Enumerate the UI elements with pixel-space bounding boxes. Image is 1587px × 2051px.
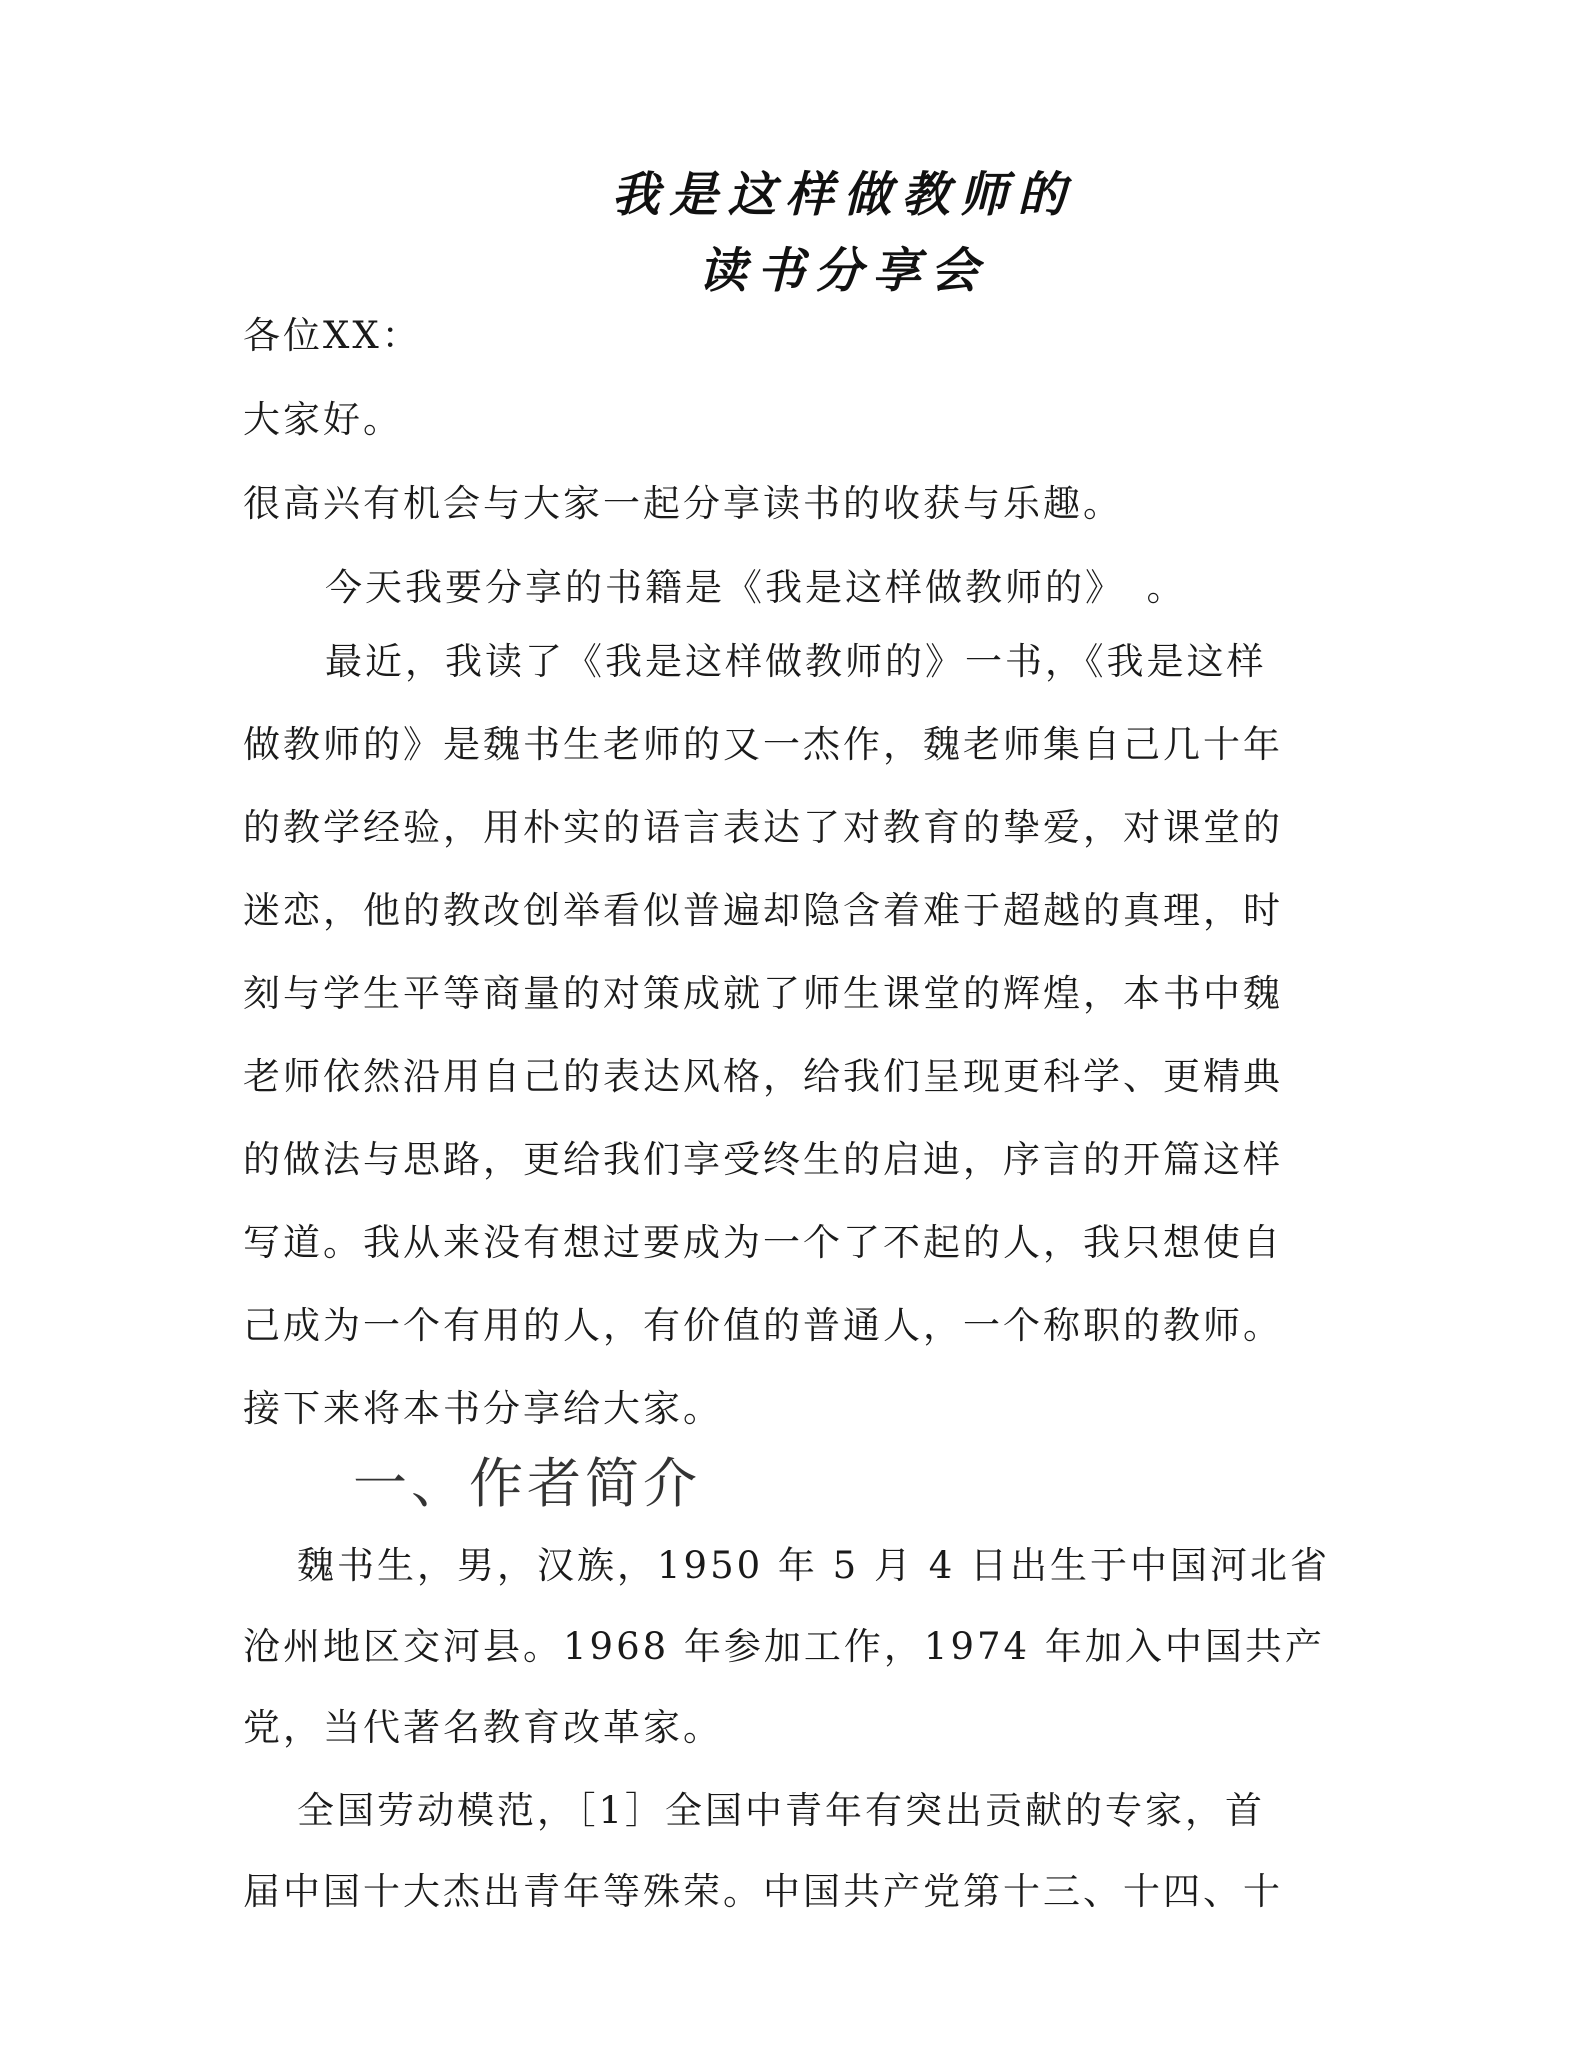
document-subtitle: 读书分享会 (698, 243, 989, 299)
paragraph-line: 党，当代著名教育改革家。 (243, 1706, 723, 1749)
paragraph-line: 刻与学生平等商量的对策成就了师生课堂的辉煌，本书中魏 (243, 972, 1283, 1015)
salutation: 各位XX： (243, 314, 422, 357)
paragraph-line: 魏书生，男，汉族，1950 年 5 月 4 日出生于中国河北省 (297, 1544, 1331, 1587)
paragraph-line: 全国劳动模范，［1］全国中青年有突出贡献的专家，首 (297, 1789, 1266, 1832)
paragraph-line: 写道。我从来没有想过要成为一个了不起的人，我只想使自 (243, 1221, 1283, 1264)
paragraph-line: 接下来将本书分享给大家。 (243, 1387, 723, 1430)
book-line: 今天我要分享的书籍是《我是这样做教师的》 。 (325, 566, 1187, 609)
paragraph-line: 最近，我读了《我是这样做教师的》一书，《我是这样 (325, 640, 1267, 683)
section-heading: 一、作者简介 (353, 1452, 701, 1515)
paragraph-line: 的教学经验，用朴实的语言表达了对教育的挚爱，对课堂的 (243, 806, 1283, 849)
paragraph-line: 做教师的》是魏书生老师的又一杰作，魏老师集自己几十年 (243, 723, 1283, 766)
paragraph-line: 的做法与思路，更给我们享受终生的启迪，序言的开篇这样 (243, 1138, 1283, 1181)
paragraph-line: 迷恋，他的教改创举看似普遍却隐含着难于超越的真理，时 (243, 889, 1283, 932)
paragraph-line: 届中国十大杰出青年等殊荣。中国共产党第十三、十四、十 (243, 1870, 1283, 1913)
paragraph-line: 己成为一个有用的人，有价值的普通人，一个称职的教师。 (243, 1304, 1283, 1347)
greeting: 大家好。 (243, 398, 403, 441)
paragraph-line: 老师依然沿用自己的表达风格，给我们呈现更科学、更精典 (243, 1055, 1283, 1098)
paragraph-line: 沧州地区交河县。1968 年参加工作，1974 年加入中国共产 (243, 1625, 1325, 1668)
document-title: 我是这样做教师的 (611, 167, 1076, 223)
intro-text: 很高兴有机会与大家一起分享读书的收获与乐趣。 (243, 482, 1123, 525)
